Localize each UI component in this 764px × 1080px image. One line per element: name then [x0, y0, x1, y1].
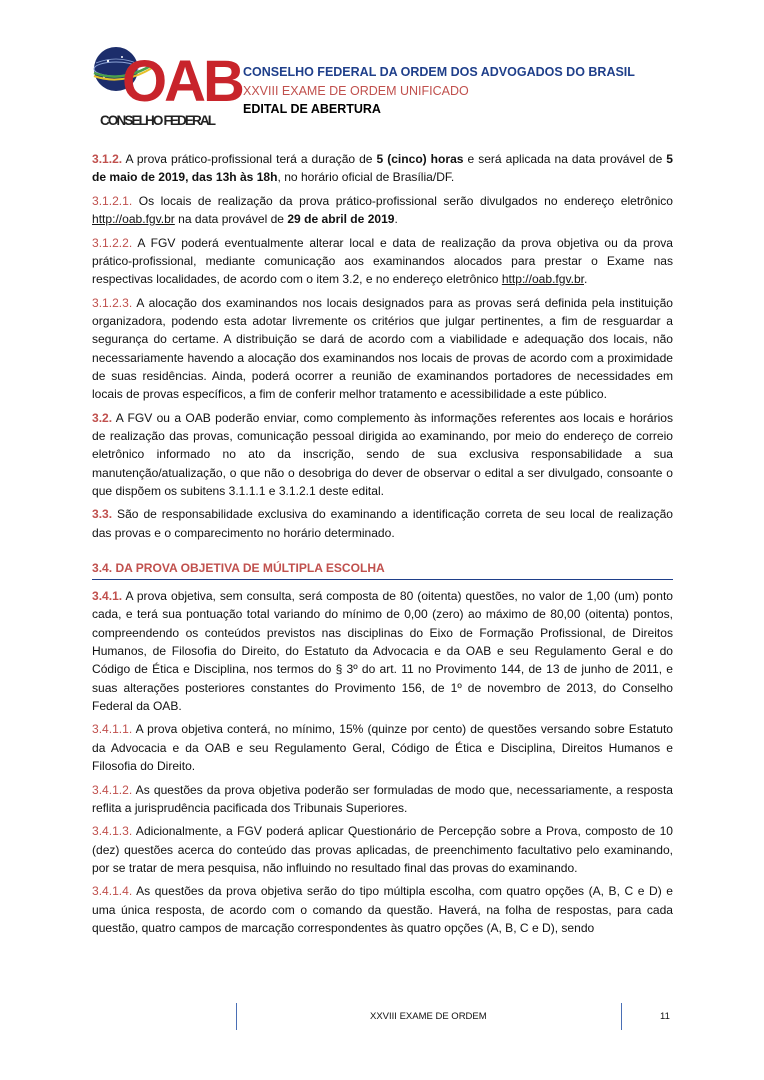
item-number: 3.2.: [92, 410, 113, 425]
footer-label: XXVIII EXAME DE ORDEM: [370, 1011, 487, 1022]
paragraph-3-1-2-3: 3.1.2.3. A alocação dos examinandos nos locais designados para as provas será definida pela instituição organizadora, podendo esta adotar livremente os critérios que julgar pertinentes, a fim de resguardar a segurança do certame. A distribuição se dará de acordo com a viabilidade e adequação dos locais, não necessariamente havendo a alocação dos examinandos nos locais de provas de acordo com a proximidade de suas residências. Ainda, poderá ocorrer a reunião de examinandos portadores de necessidades em locais de provas específicos, a fim de conferir melhor tratamento e acessibilidade a este público.: [92, 295, 673, 402]
page-number: 11: [660, 1011, 670, 1022]
paragraph-3-1-2: 3.1.2. A prova prático-profissional terá a duração de 5 (cinco) horas e será aplicada na data provável de 5 de maio de 2019, das 13h às 18h, no horário oficial de Brasília/DF.: [92, 152, 673, 185]
paragraph-3-4-1-4: 3.4.1.4. As questões da prova objetiva serão do tipo múltipla escolha, com quatro opções (A, B, C e D) e uma única resposta, de acordo com o comando da questão. Haverá, na folha de respostas, para cada questão, quatro campos de marcação correspondentes às quatro opções (A, B, C e D), sendo: [92, 884, 673, 935]
item-number: 3.3.: [92, 507, 113, 522]
page-header: [243, 63, 635, 119]
item-number: 3.4.1.4.: [92, 884, 133, 899]
oab-logo: [92, 43, 242, 129]
footer-divider-right: [621, 1003, 622, 1030]
paragraph-3-4-1-2: 3.4.1.2. As questões da prova objetiva poderão ser formuladas de modo que, necessariamente, a resposta reflita a jurisprudência pacificada dos Tribunais Superiores.: [92, 782, 673, 815]
paragraph-3-4-1: 3.4.1. A prova objetiva, sem consulta, será composta de 80 (oitenta) questões, no valor de 1,00 (um) ponto cada, e terá sua pontuação total variando do mínimo de 0,00 (zero) ao máximo de 80,00 (oitenta) pontos, compreendendo os conteúdos previstos nas disciplinas do Eixo de Formação Profissional, de Direitos Humanos, de Filosofia do Direito, do Estatuto da Advocacia e da OAB e seu Regulamento Geral e do Código de Ética e Disciplina, nos termos do § 3º do art. 11 no Provimento 144, de 13 de junho de 2011, e suas alterações posteriores constantes do Provimento 156, de 1º de novembro de 2013, do Conselho Federal da OAB.: [92, 589, 673, 713]
logo-text: OAB: [122, 49, 242, 114]
paragraph-3-4-1-3: 3.4.1.3. Adicionalmente, a FGV poderá aplicar Questionário de Percepção sobre a Prova, composto de 10 (dez) questões acerca do conteúdo das provas aplicadas, de preenchimento facultativo pelo examinando, por se tratar de mera pesquisa, não influindo no resultado final das provas do examinando.: [92, 824, 673, 875]
document-body: [92, 150, 673, 942]
paragraph-3-2: 3.2. A FGV ou a OAB poderão enviar, como complemento às informações referentes aos locais e horários de realização das provas, comunicação pessoal dirigida ao examinando, por meio do endereço de correio eletrônico informado no ato da inscrição, sendo de sua exclusiva responsabilidade a sua manutenção/atualização, o que não o desobriga do dever de observar o edital a ser divulgado, consoante o que dispõem os subitens 3.1.1.1 e 3.1.2.1 deste edital.: [92, 410, 673, 498]
item-number: 3.1.2.2.: [92, 235, 133, 250]
item-number: 3.4.1.1.: [92, 722, 133, 737]
header-line-3: EDITAL DE ABERTURA: [243, 102, 381, 116]
item-number: 3.4.1.2.: [92, 782, 133, 797]
paragraph-3-1-2-2: 3.1.2.2. A FGV poderá eventualmente alterar local e data de realização da prova objetiva ou da prova prático-profissional, mediante comunicação aos examinandos alocados para prestar o Exame nas respectivas localidades, de acordo com o item 3.2, e no endereço eletrônico http://oab.fgv.br.: [92, 235, 673, 287]
header-line-1: CONSELHO FEDERAL DA ORDEM DOS ADVOGADOS DO BRASIL: [243, 65, 635, 79]
footer-divider-left: [236, 1003, 237, 1030]
logo-caption: CONSELHO FEDERAL: [100, 113, 216, 128]
paragraph-3-3: 3.3. São de responsabilidade exclusiva do examinando a identificação correta de seu local de realização das provas e o comparecimento no horário determinado.: [92, 507, 673, 540]
oab-link[interactable]: http://oab.fgv.br: [92, 212, 175, 227]
item-number: 3.1.2.3.: [92, 295, 133, 310]
header-line-2: XXVIII EXAME DE ORDEM UNIFICADO: [243, 83, 469, 98]
oab-link[interactable]: http://oab.fgv.br: [501, 272, 584, 287]
paragraph-3-4-1-1: 3.4.1.1. A prova objetiva conterá, no mínimo, 15% (quinze por cento) de questões versando sobre Estatuto da Advocacia e da OAB e seu Regulamento Geral, Código de Ética e Disciplina, Direitos Humanos e Filosofia do Direito.: [92, 722, 673, 774]
item-number: 3.1.2.1.: [92, 193, 133, 208]
paragraph-3-1-2-1: 3.1.2.1. Os locais de realização da prova prático-profissional serão divulgados no endereço eletrônico http://oab.fgv.br na data provável de 29 de abril de 2019.: [92, 193, 673, 227]
item-number: 3.1.2.: [92, 152, 123, 166]
item-number: 3.4.1.3.: [92, 824, 133, 839]
item-number: 3.4.1.: [92, 589, 123, 604]
section-heading-3-4: 3.4. DA PROVA OBJETIVA DE MÚLTIPLA ESCOLHA: [92, 559, 673, 580]
